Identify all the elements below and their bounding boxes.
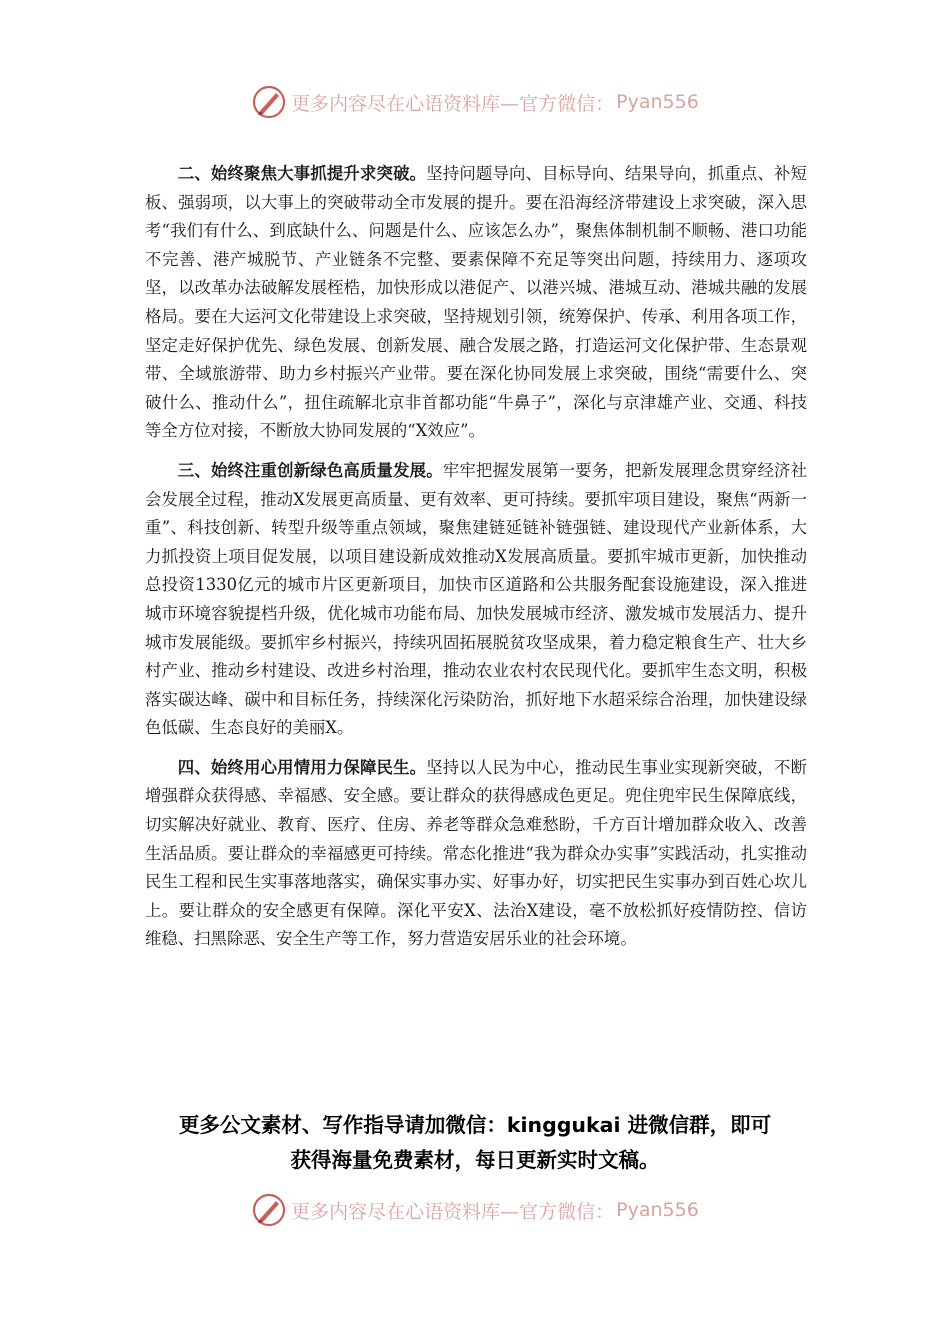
promo-line-1: 更多公文素材、写作指导请加微信：kinggukai 进微信群，即可 <box>178 1113 772 1137</box>
section-heading: 二、始终聚焦大事抓提升求突破。 <box>177 164 427 183</box>
section-body: 牢牢把握发展第一要务，把新发展理念贯穿经济社会发展全过程，推动X发展更高质量、更有效率、更可持续。要抓牢项目建设，聚焦“两新一重”、科技创新、转型升级等重点领域，聚焦建链延链补链强链、建设现代产业新体系，大力抓投资上项目促发展，以项目建设新成效推动X发展高质量。要抓牢城市更新，加快推动总投资1330亿元的城市片区更新项目，加快市区道路和公共服务配套设施建设，深入推进城市环境容貌提档升级，优化城市功能布局、加快发展城市经济、激发城市发展活力、提升城市发展能级。要抓牢乡村振兴，持续巩固拓展脱贫攻坚成果，着力稳定粮食生产、壮大乡村产业、推动乡村建设、改进乡村治理，推动农业农村农民现代化。要抓牢生态文明，积极落实碳达峰、碳中和目标任务，持续深化污染防治，抓好地下水超采综合治理，加快建设绿色低碳、生态良好的美丽X。 <box>145 460 807 738</box>
section-body: 坚持问题导向、目标导向、结果导向，抓重点、补短板、强弱项，以大事上的突破带动全市发展的提升。要在沿海经济带建设上求突破，深入思考“我们有什么、到底缺什么、问题是什么、应该怎么办”，聚焦体制机制不顺畅、港口功能不完善、港产城脱节、产业链条不完整、要素保障不充足等突出问题，持续用力、逐项攻坚，以改革办法破解发展桎梏，加快形成以港促产、以港兴城、港城互动、港城共融的发展格局。要在大运河文化带建设上求突破，坚持规划引领，统筹保护、传承、利用各项工作，坚定走好保护优先、绿色发展、创新发展、融合发展之路，打造运河文化保护带、生态景观带、全域旅游带、助力乡村振兴产业带。要在深化协同发展上求突破，围绕“需要什么、突破什么、推动什么”，扭住疏解北京非首都功能“牛鼻子”，深化与京津雄产业、交通、科技等全方位对接，不断放大协同发展的“X效应”。 <box>145 164 807 441</box>
watermark-wechat-id: Pyan556 <box>616 91 699 113</box>
promo-line-2: 获得海量免费素材，每日更新实时文稿。 <box>290 1148 660 1172</box>
watermark-wechat-id: Pyan556 <box>616 1199 699 1221</box>
section-heading: 三、始终注重创新绿色高质量发展。 <box>177 460 443 480</box>
section-paragraph <box>145 160 807 446</box>
watermark-header <box>0 82 950 122</box>
section-body: 坚持以人民为中心，推动民生事业实现新突破，不断增强群众获得感、幸福感、安全感。要让群众的获得感成色更足。兜住兜牢民生保障底线，切实解决好就业、教育、医疗、住房、养老等群众急难愁盼，千方百计增加群众收入、改善生活品质。要让群众的幸福感更可持续。常态化推进“我为群众办实事”实践活动，扎实推动民生工程和民生实事落地落实，确保实事办实、好事办好，切实把民生实事办到百姓心坎儿上。要让群众的安全感更有保障。深化平安X、法治X建设，毫不放松抓好疫情防控、信访维稳、扫黑除恶、安全生产等工作，努力营造安居乐业的社会环境。 <box>145 757 807 949</box>
pen-logo-icon <box>251 1192 287 1228</box>
pen-logo-icon <box>251 84 287 120</box>
watermark-text: 更多内容尽在心语资料库—官方微信： <box>291 92 615 115</box>
document-body <box>145 160 807 965</box>
section-heading: 四、始终用心用情用力保障民生。 <box>177 757 427 777</box>
watermark-text: 更多内容尽在心语资料库—官方微信： <box>291 1200 615 1223</box>
watermark-footer <box>0 1190 950 1230</box>
promo-notice <box>0 1108 950 1178</box>
section-paragraph <box>145 457 807 743</box>
section-paragraph <box>145 754 807 954</box>
